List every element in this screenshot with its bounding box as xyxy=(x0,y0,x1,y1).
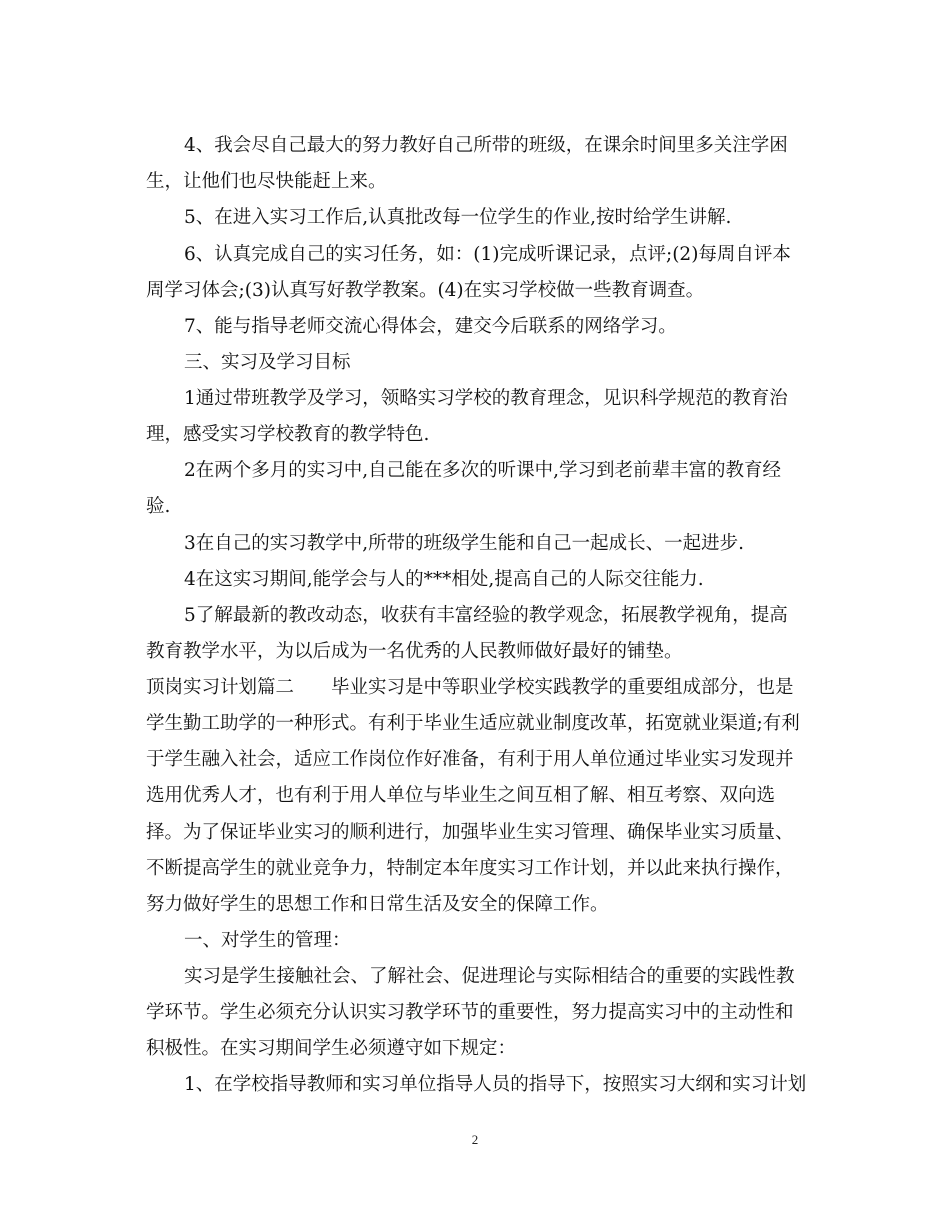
text-line: 周学习体会;(3)认真写好教学教案。(4)在实习学校做一些教育调查。 xyxy=(146,280,705,301)
text-line: 实习是学生接触社会、了解社会、促进理论与实际相结合的重要的实践性教 xyxy=(184,966,795,987)
page-number: 2 xyxy=(471,1132,479,1147)
text-line: 5了解最新的教改动态，收获有丰富经验的教学观念，拓展教学视角，提高 xyxy=(184,605,788,626)
text-line: 于学生融入社会，适应工作岗位作好准备，有利于用人单位通过毕业实习发现并 xyxy=(146,749,794,770)
text-line: 7、能与指导老师交流心得体会，建交今后联系的网络学习。 xyxy=(184,316,677,337)
text-line: 顶岗实习计划篇二 毕业实习是中等职业学校实践教学的重要组成部分，也是 xyxy=(146,677,794,698)
text-line: 6、认真完成自己的实习任务，如：(1)完成听课记录，点评;(2)每周自评本 xyxy=(184,244,791,265)
text-line: 选用优秀人才，也有利于用人单位与毕业生之间互相了解、相互考察、双向选 xyxy=(146,785,776,806)
text-line: 5、在进入实习工作后,认真批改每一位学生的作业,按时给学生讲解. xyxy=(184,207,732,228)
text-line: 择。为了保证毕业实习的顺利进行，加强毕业生实习管理、确保毕业实习质量、 xyxy=(146,822,794,843)
text-line: 积极性。在实习期间学生必须遵守如下规定： xyxy=(146,1038,517,1059)
text-line: 4、我会尽自己最大的努力教好自己所带的班级，在课余时间里多关注学困 xyxy=(184,135,788,156)
text-line: 教育教学水平，为以后成为一名优秀的人民教师做好最好的铺垫。 xyxy=(146,641,683,662)
text-line: 学生勤工助学的一种形式。有利于毕业生适应就业制度改革，拓宽就业渠道;有利 xyxy=(146,713,800,734)
text-line: 3在自己的实习教学中,所带的班级学生能和自己一起成长、一起进步. xyxy=(184,533,745,554)
text-line: 学环节。学生必须充分认识实习教学环节的重要性，努力提高实习中的主动性和 xyxy=(146,1002,794,1023)
text-line: 努力做好学生的思想工作和日常生活及安全的保障工作。 xyxy=(146,894,609,915)
text-line: 生，让他们也尽快能赶上来。 xyxy=(146,171,387,192)
text-line: 验. xyxy=(146,496,171,517)
text-line: 4在这实习期间,能学会与人的***相处,提高自己的人际交往能力. xyxy=(184,569,704,590)
text-line: 理，感受实习学校教育的教学特色. xyxy=(146,424,430,445)
section-heading: 三、实习及学习目标 xyxy=(184,352,351,373)
text-line: 不断提高学生的就业竞争力，特制定本年度实习工作计划，并以此来执行操作， xyxy=(146,858,794,879)
section-heading: 一、对学生的管理： xyxy=(184,930,351,951)
text-line: 2在两个多月的实习中,自己能在多次的听课中,学习到老前辈丰富的教育经 xyxy=(184,460,782,481)
text-line: 1、在学校指导教师和实习单位指导人员的指导下，按照实习大纲和实习计划 xyxy=(184,1074,807,1095)
text-line: 1通过带班教学及学习，领略实习学校的教育理念，见识科学规范的教育治 xyxy=(184,388,788,409)
